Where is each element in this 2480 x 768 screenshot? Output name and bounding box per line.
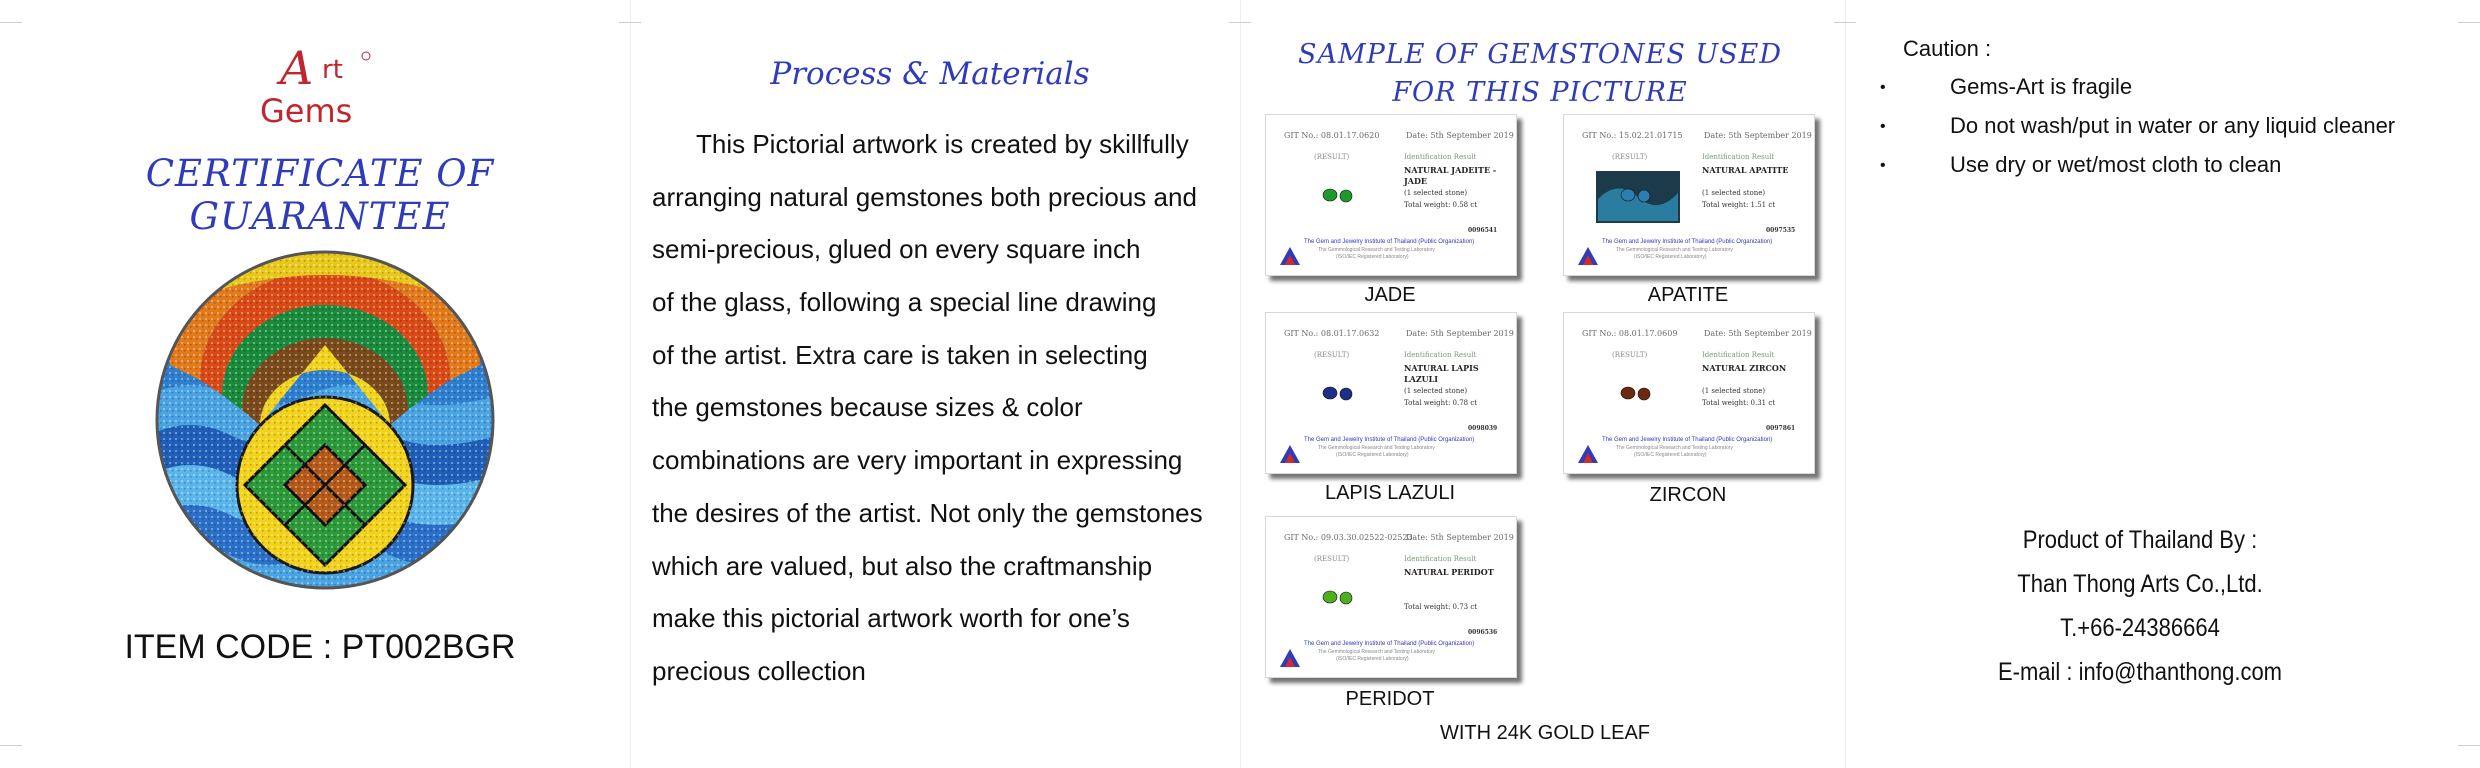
institute-sub: The Gemmological Research and Testing Laboratory (1318, 445, 1435, 451)
institute-name: The Gem and Jewelry Institute of Thailand (Public Organization) (1602, 437, 1773, 443)
certificate-title: CERTIFICATE OF GUARANTEE (145, 152, 495, 238)
selected-count: (1 selected stone) (1702, 387, 1766, 395)
gem-photo (1588, 169, 1688, 225)
institute-sub: The Gemmological Research and Testing Laboratory (1616, 445, 1733, 451)
institute-sub: (ISO/IEC Registered Laboratory) (1336, 452, 1409, 458)
process-line: semi-precious, glued on every square inch (652, 234, 1141, 265)
crop-mark (1834, 22, 1856, 23)
svg-text:Gems: Gems (260, 92, 353, 130)
gem-name: NATURAL APATITE (1702, 165, 1789, 175)
fold-line (630, 0, 631, 768)
gem-report-card (1563, 312, 1815, 474)
institute-name: The Gem and Jewelry Institute of Thailand (Public Organization) (1602, 239, 1773, 245)
crop-mark (0, 22, 22, 23)
total-weight: Total weight: 0.58 ct (1404, 201, 1478, 209)
gem-label-peridot: PERIDOT (1345, 688, 1435, 710)
gem-label-apatite: APATITE (1647, 284, 1729, 306)
report-date: Date: 5th September 2019 (1704, 329, 1812, 338)
institute-sub: The Gemmological Research and Testing Laboratory (1318, 247, 1435, 253)
serial-number: 0096536 (1468, 629, 1498, 636)
samples-title-line1: SAMPLE OF GEMSTONES USED (1297, 39, 1783, 70)
git-number: GIT No.: 09.03.30.02522-02523 (1284, 533, 1413, 542)
crop-mark (1229, 22, 1251, 23)
gem-report-card (1563, 114, 1815, 276)
selected-count: (1 selected stone) (1404, 189, 1468, 197)
identification-label: Identification Result (1702, 351, 1775, 359)
gem-name: NATURAL LAPIS LAZULI (1404, 363, 1479, 384)
institute-sub: (ISO/IEC Registered Laboratory) (1634, 254, 1707, 260)
institute-sub: (ISO/IEC Registered Laboratory) (1336, 656, 1409, 662)
process-title: Process & Materials (770, 56, 1090, 92)
institute-sub: The Gemmological Research and Testing Laboratory (1318, 649, 1435, 655)
samples-title-line2: FOR THIS PICTURE (1392, 77, 1688, 108)
crop-mark (0, 745, 22, 746)
process-line: which are valued, but also the craftmanship (652, 550, 1153, 581)
report-date: Date: 5th September 2019 (1406, 131, 1514, 140)
report-date: Date: 5th September 2019 (1406, 533, 1514, 542)
caution-title: Caution : (1903, 36, 1992, 61)
caution-item: • Do not wash/put in water or any liquid cleaner (1880, 113, 2396, 138)
identification-label: Identification Result (1404, 351, 1477, 359)
process-line: precious collection (652, 655, 866, 686)
selected-count: (1 selected stone) (1404, 387, 1468, 395)
gem-report-card (1265, 516, 1517, 678)
total-weight: Total weight: 0.78 ct (1404, 399, 1478, 407)
result-label: (RESULT) (1314, 555, 1350, 563)
gem-name: NATURAL PERIDOT (1404, 567, 1494, 577)
git-number: GIT No.: 08.01.17.0609 (1582, 329, 1678, 338)
caution-item-text: Do not wash/put in water or any liquid cleaner (1950, 113, 2396, 138)
result-label: (RESULT) (1612, 153, 1648, 161)
selected-count: (1 selected stone) (1702, 189, 1766, 197)
caution-item-text: Gems-Art is fragile (1950, 74, 2133, 99)
gem-photo (1290, 169, 1390, 225)
crop-mark (619, 22, 641, 23)
producer-line: Product of Thailand By : (2022, 526, 2258, 554)
report-date: Date: 5th September 2019 (1406, 329, 1514, 338)
svg-text:rt: rt (322, 55, 343, 85)
process-line: make this pictorial artwork worth for one’s (652, 603, 1130, 634)
gem-report-card (1265, 114, 1517, 276)
git-number: GIT No.: 15.02.21.01715 (1582, 131, 1683, 140)
total-weight: Total weight: 0.31 ct (1702, 399, 1776, 407)
gems-art-logo (250, 42, 390, 132)
result-label: (RESULT) (1314, 153, 1350, 161)
process-line: combinations are very important in expressing (652, 445, 1183, 476)
producer-company: Than Thong Arts Co.,Ltd. (2017, 570, 2263, 598)
process-line: of the artist. Extra care is taken in selecting (652, 339, 1148, 370)
gem-label-zircon: ZIRCON (1649, 484, 1727, 506)
crop-mark (2458, 745, 2480, 746)
institute-sub: The Gemmological Research and Testing Laboratory (1616, 247, 1733, 253)
producer-phone: T.+66-24386664 (2060, 614, 2220, 642)
caution-item: • Gems-Art is fragile (1880, 74, 2133, 99)
svg-text:A: A (280, 42, 314, 95)
gem-photo (1588, 367, 1688, 423)
process-line: of the glass, following a special line drawing (652, 287, 1157, 318)
gold-leaf-note: WITH 24K GOLD LEAF (1439, 722, 1651, 744)
report-date: Date: 5th September 2019 (1704, 131, 1812, 140)
serial-number: 0098039 (1468, 425, 1498, 432)
serial-number: 0096541 (1468, 227, 1498, 234)
institute-name: The Gem and Jewelry Institute of Thailand (Public Organization) (1304, 437, 1475, 443)
gem-label-jade: JADE (1364, 284, 1416, 306)
gemstone-artwork-image (150, 245, 500, 595)
institute-sub: (ISO/IEC Registered Laboratory) (1634, 452, 1707, 458)
gem-name: NATURAL JADEITE - JADE (1404, 165, 1497, 186)
caution-item-text: Use dry or wet/most cloth to clean (1950, 152, 2282, 177)
institute-name: The Gem and Jewelry Institute of Thailand (Public Organization) (1304, 641, 1475, 647)
process-line: This Pictorial artwork is created by skillfully (696, 129, 1189, 159)
git-number: GIT No.: 08.01.17.0632 (1284, 329, 1380, 338)
producer-email: E-mail : info@thanthong.com (1997, 658, 2283, 686)
identification-label: Identification Result (1404, 555, 1477, 563)
process-line: arranging natural gemstones both precious and (652, 181, 1197, 212)
gem-photo (1290, 571, 1390, 627)
institute-name: The Gem and Jewelry Institute of Thailand (Public Organization) (1304, 239, 1475, 245)
process-body (652, 118, 1242, 698)
result-label: (RESULT) (1612, 351, 1648, 359)
gem-label-lapis-lazuli: LAPIS LAZULI (1324, 482, 1456, 504)
total-weight: Total weight: 0.73 ct (1404, 603, 1478, 611)
result-label: (RESULT) (1314, 351, 1350, 359)
gem-report-card (1265, 312, 1517, 474)
git-number: GIT No.: 08.01.17.0620 (1284, 131, 1380, 140)
samples-title (1250, 36, 1830, 112)
fold-line (1845, 0, 1846, 768)
identification-label: Identification Result (1702, 153, 1775, 161)
serial-number: 0097861 (1766, 425, 1796, 432)
process-line: the desires of the artist. Not only the gemstones (652, 497, 1203, 528)
gem-photo (1290, 367, 1390, 423)
gem-name: NATURAL ZIRCON (1702, 363, 1787, 373)
identification-label: Identification Result (1404, 153, 1477, 161)
institute-sub: (ISO/IEC Registered Laboratory) (1336, 254, 1409, 260)
item-code: ITEM CODE : PT002BGR (124, 628, 516, 666)
serial-number: 0097535 (1766, 227, 1796, 234)
crop-mark (2458, 22, 2480, 23)
total-weight: Total weight: 1.51 ct (1702, 201, 1776, 209)
process-line: the gemstones because sizes & color (652, 392, 1083, 423)
caution-item: • Use dry or wet/most cloth to clean (1880, 152, 2282, 177)
